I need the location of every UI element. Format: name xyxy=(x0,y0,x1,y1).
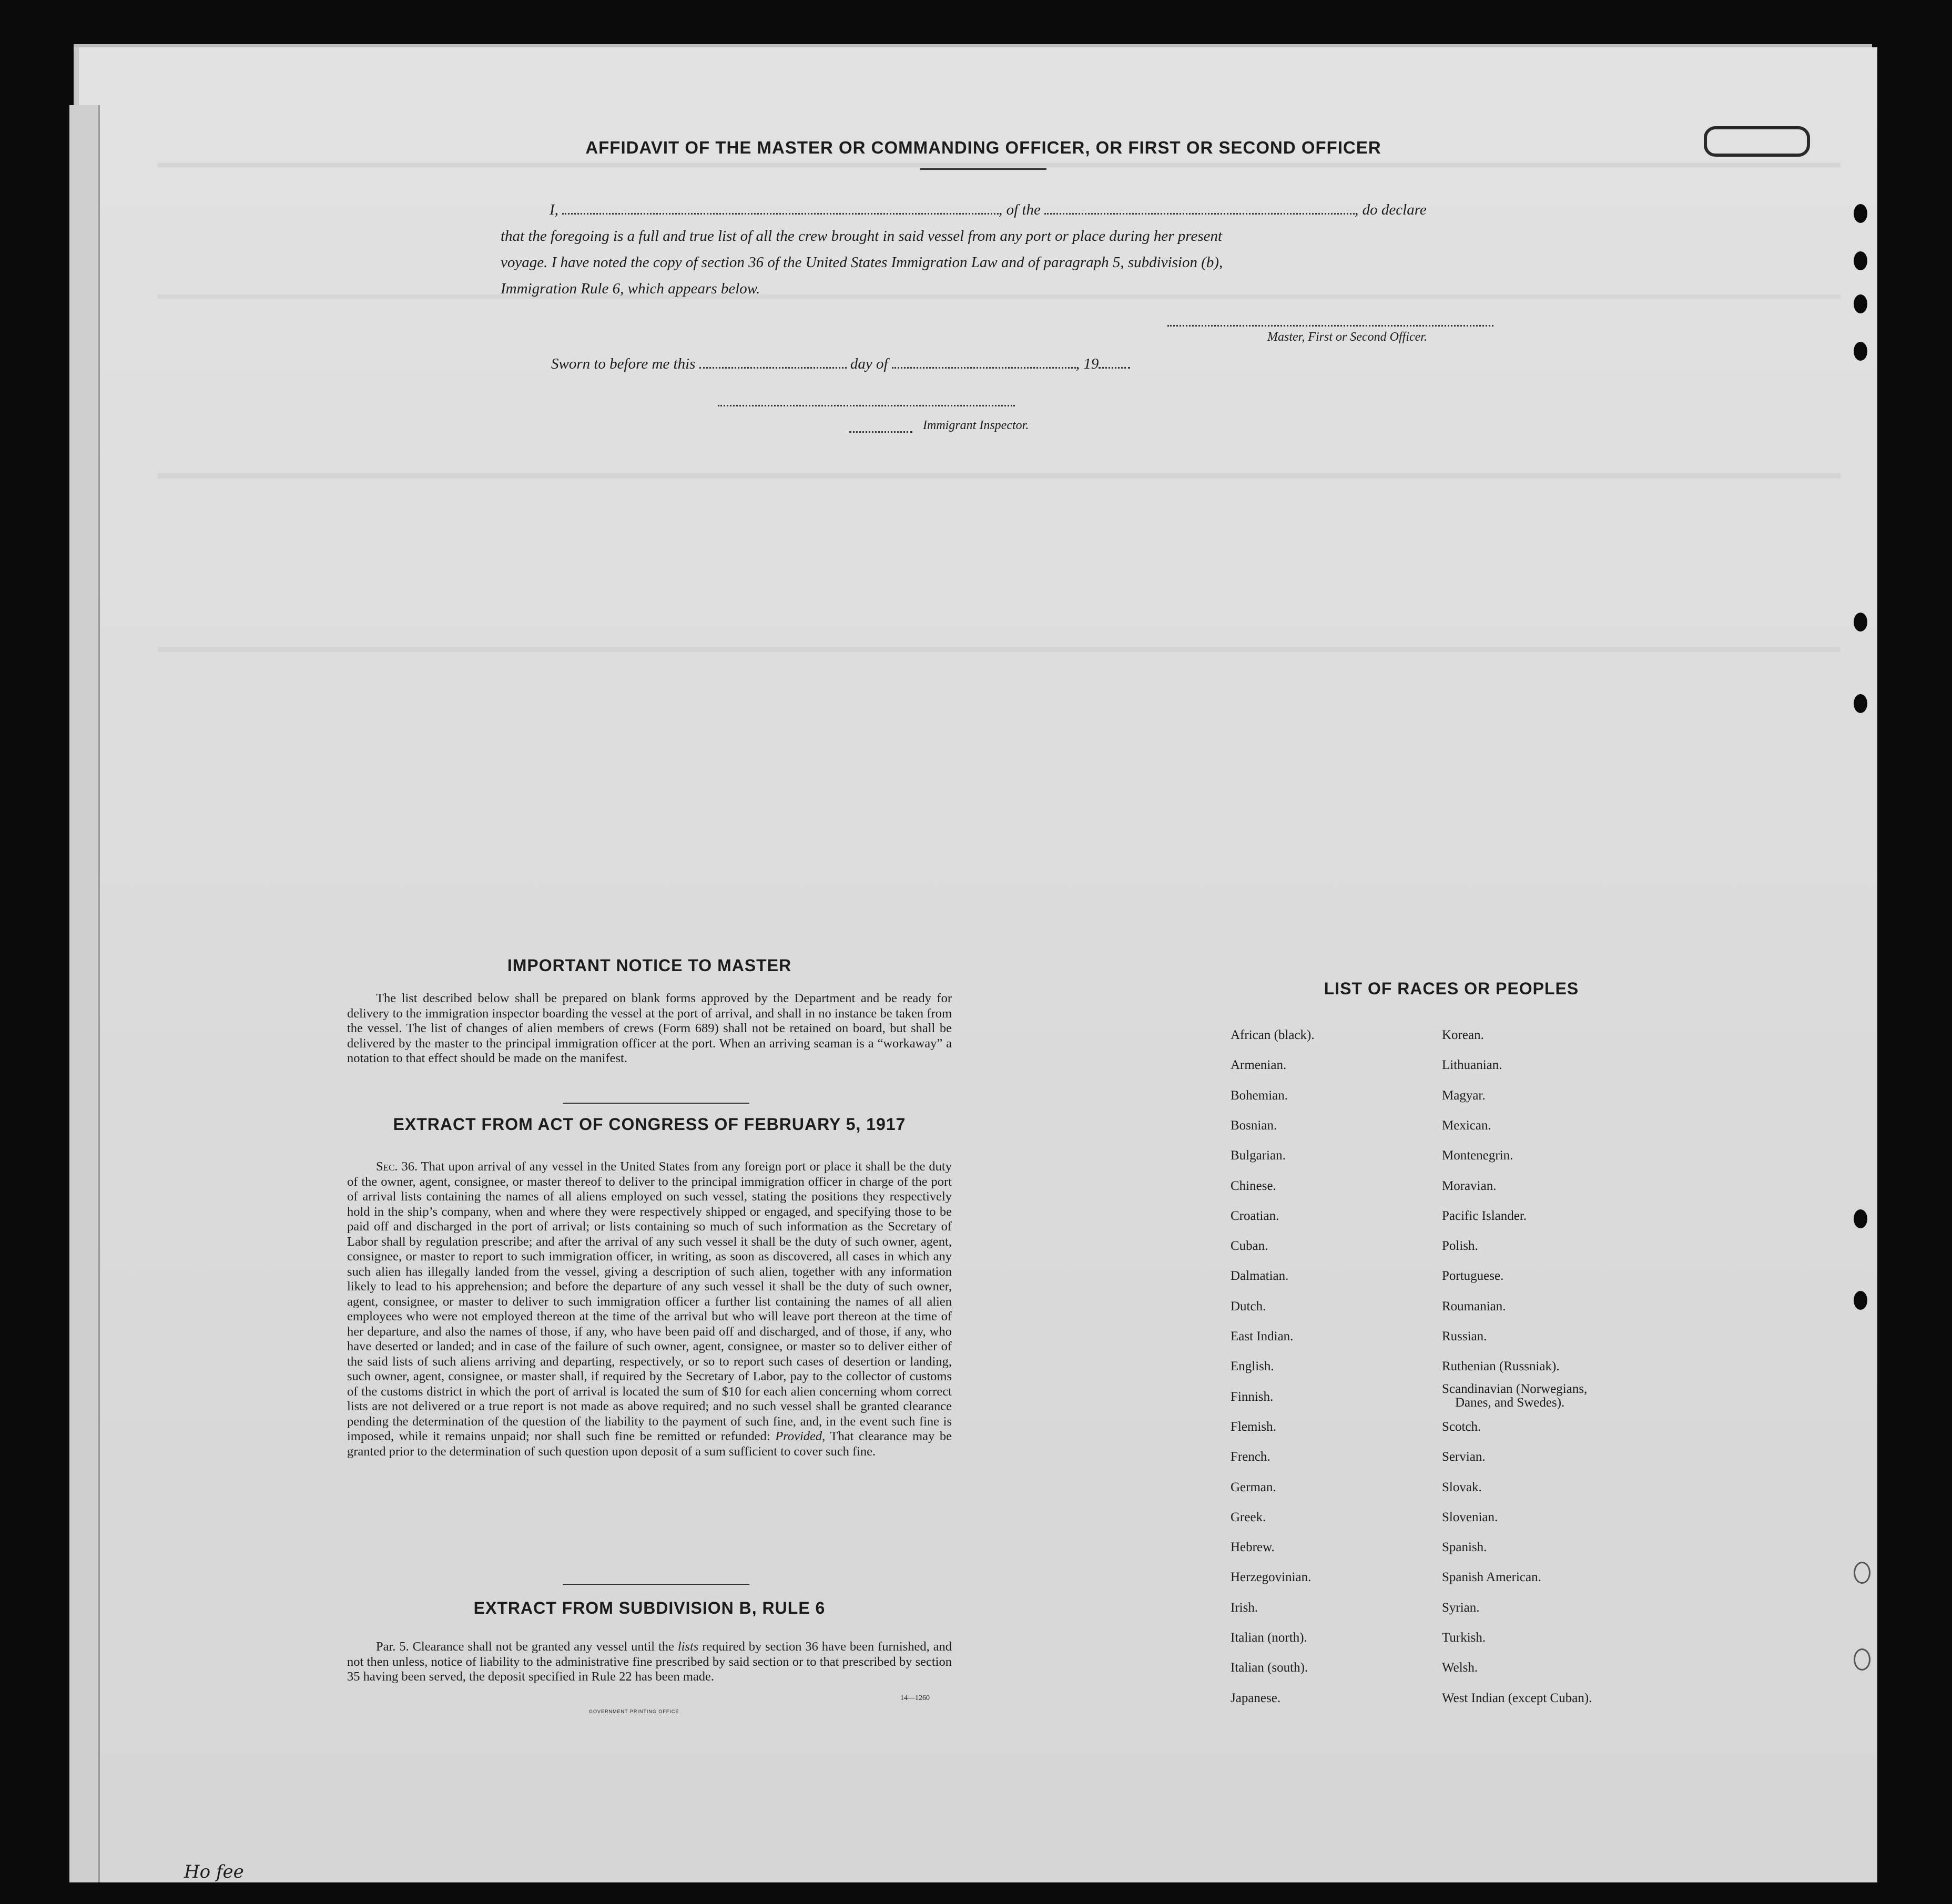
punch-hole xyxy=(1854,342,1867,361)
right-race-item: Magyar. xyxy=(1442,1088,1486,1103)
left-race-item: Cuban. xyxy=(1231,1239,1268,1254)
document-page xyxy=(74,47,1877,1882)
left-race-item: Bohemian. xyxy=(1231,1088,1288,1103)
right-race-item: Polish. xyxy=(1442,1239,1478,1254)
right-race-item: Turkish. xyxy=(1442,1631,1486,1645)
do-declare-label: , do declare xyxy=(1355,201,1427,218)
right-race-item: Spanish. xyxy=(1442,1540,1487,1555)
right-race-item: West Indian (except Cuban). xyxy=(1442,1691,1592,1705)
notice-title: IMPORTANT NOTICE TO MASTER xyxy=(507,956,792,975)
sec-36-end: That clearance may be granted prior to the determination of such question upon deposit of a sum sufficient to cover such fine. xyxy=(347,1429,952,1459)
left-race-item: Dalmatian. xyxy=(1231,1269,1289,1284)
left-race-item: African (black). xyxy=(1231,1028,1315,1042)
signature-line xyxy=(1167,325,1493,327)
punch-hole-open xyxy=(1854,1562,1870,1584)
right-race-item: Mexican. xyxy=(1442,1118,1491,1133)
left-race-item: Italian (south). xyxy=(1231,1661,1308,1675)
par-5-body-a: Clearance shall not be granted any vessel until the xyxy=(412,1640,674,1654)
right-race-item: Spanish American. xyxy=(1442,1570,1541,1585)
par-label: Par. 5. xyxy=(376,1640,409,1654)
sworn-line xyxy=(551,355,1130,373)
affidavit-line-1 xyxy=(550,201,1427,219)
left-race-item: Herzegovinian. xyxy=(1231,1570,1312,1585)
right-race-item: Scotch. xyxy=(1442,1419,1481,1434)
right-race-item: Scandinavian (Norwegians, Danes, and Swedes). xyxy=(1442,1381,1588,1410)
extract-act-text xyxy=(347,1159,952,1459)
left-race-item: Croatian. xyxy=(1231,1208,1279,1223)
extract-act-title: EXTRACT FROM ACT OF CONGRESS OF FEBRUARY 5, 1917 xyxy=(393,1115,906,1134)
name-blank xyxy=(562,213,999,215)
section-divider xyxy=(563,1103,749,1104)
punch-hole xyxy=(1854,613,1867,632)
binding-edge-strip xyxy=(69,105,100,1882)
punch-hole xyxy=(1854,694,1867,713)
i-label: I, xyxy=(550,201,558,218)
left-race-item: Bulgarian. xyxy=(1231,1148,1286,1163)
left-race-item: East Indian. xyxy=(1231,1329,1294,1343)
left-race-item: English. xyxy=(1231,1359,1274,1374)
year-blank xyxy=(1099,367,1130,369)
affidavit-title: AFFIDAVIT OF THE MASTER OR COMMANDING OFFICER, OR FIRST OR SECOND OFFICER xyxy=(585,138,1381,157)
right-race-item: Lithuanian. xyxy=(1442,1058,1502,1073)
right-race-item: Portuguese. xyxy=(1442,1269,1504,1284)
affidavit-line-2: that the foregoing is a full and true list of all the crew brought in said vessel from any port or place during her present xyxy=(501,228,1223,245)
right-race-item: Montenegrin. xyxy=(1442,1148,1513,1163)
left-race-item: Greek. xyxy=(1231,1510,1266,1524)
year-label: , 19 xyxy=(1075,355,1099,372)
par-5-body-b: required by section 36 have been furnished, and not then unless, notice of liability to the administrative fine prescribed by said section or to that prescribed by section 35 having been served, the deposit specified in Rule 22 has been made. xyxy=(347,1640,952,1684)
left-race-item: Irish. xyxy=(1231,1600,1258,1615)
left-race-item: French. xyxy=(1231,1450,1270,1464)
printer-imprint: GOVERNMENT PRINTING OFFICE xyxy=(589,1709,679,1714)
affidavit-line-3: voyage. I have noted the copy of section 36 of the United States Immigration Law and of paragraph 5, subdivision (b), xyxy=(501,254,1223,271)
lists-word: lists xyxy=(677,1640,699,1654)
section-divider xyxy=(563,1584,749,1585)
left-race-item: Hebrew. xyxy=(1231,1540,1275,1555)
sec-36-body: That upon arrival of any vessel in the United States from any foreign port or place it shall be the duty of the owner, agent, consignee, or master thereof to deliver to the principal immigration officer in charge of the port of arrival lists containing the names of all aliens employed on such vessel, stating the positions they respectively hold in the ship’s company, when and where they were respectively shipped or engaged, and specifying those to be paid off and discharged in the port of arrival; or lists containing so much of such information as the Secretary of Labor shall by regulation prescribe; and after the arrival of any such vessel it shall be the duty of such owner, agent, consignee, or master to report to such immigration officer, in writing, as soon as discovered, all cases in which any such alien has illegally landed from the vessel, giving a description of such alien, together with any information likely to lead to his apprehension; and before the departure of any such vessel it shall be the duty of such owner, agent, consignee, or master to deliver to such immigration officer a further list containing the names of all alien employees who were not employed thereon at the time of the arrival but who will leave port thereon at the time of her departure, and also the names of those, if any, who have been paid off and discharged, and of those, if any, who have deserted or landed; and in case of the failure of such owner, agent, consignee, or master so to deliver either of the said lists of such aliens arriving and departing, respectively, or so to report such cases of desertion or landing, such owner, agent, consignee, or master shall, if required by the Secretary of Labor, pay to the collector of customs of the customs district in which the port of arrival is located the sum of $10 for each alien concerning whom correct lists are not delivered or a true report is not made as above required; and no such vessel shall be granted clearance pending the determination of the question of the liability to the payment of such fine, and, in the event such fine is imposed, while it remains unpaid; nor shall such fine be remitted or refunded: xyxy=(347,1159,952,1443)
right-race-item: Russian. xyxy=(1442,1329,1487,1343)
left-race-item: Bosnian. xyxy=(1231,1118,1277,1133)
provided-word: Provided, xyxy=(775,1429,826,1443)
left-race-item: Dutch. xyxy=(1231,1299,1266,1314)
inspector-signature-line xyxy=(718,405,1015,406)
left-race-item: Italian (north). xyxy=(1231,1631,1307,1645)
month-blank xyxy=(892,367,1076,369)
right-race-item: Servian. xyxy=(1442,1450,1486,1464)
right-race-item: Welsh. xyxy=(1442,1661,1478,1675)
affidavit-line-4: Immigration Rule 6, which appears below. xyxy=(501,280,760,297)
races-title: LIST OF RACES OR PEOPLES xyxy=(1324,979,1579,998)
right-race-item: Slovenian. xyxy=(1442,1510,1498,1524)
form-number: 14—1260 xyxy=(900,1694,930,1702)
punch-hole xyxy=(1854,1209,1867,1228)
right-race-item: Roumanian. xyxy=(1442,1299,1506,1314)
paper-clip-icon xyxy=(1704,126,1810,157)
left-race-item: Japanese. xyxy=(1231,1691,1281,1705)
right-race-item: Pacific Islander. xyxy=(1442,1208,1527,1223)
vessel-blank xyxy=(1044,213,1355,215)
signer-caption: Master, First or Second Officer. xyxy=(1267,330,1427,344)
left-race-item: Flemish. xyxy=(1231,1419,1276,1434)
inspector-dots xyxy=(849,431,912,433)
extract-rule-text xyxy=(347,1640,952,1685)
left-race-item: Chinese. xyxy=(1231,1178,1276,1193)
left-race-item: Armenian. xyxy=(1231,1058,1287,1073)
sec-label: Sec. 36. xyxy=(376,1159,418,1174)
punch-hole xyxy=(1854,251,1867,270)
sworn-label: Sworn to before me this xyxy=(551,355,696,372)
left-race-item: Finnish. xyxy=(1231,1389,1274,1404)
inspector-caption: Immigrant Inspector. xyxy=(923,419,1029,432)
punch-hole xyxy=(1854,204,1867,223)
bleed-through-band xyxy=(158,473,1841,478)
punch-hole-open xyxy=(1854,1648,1870,1671)
title-underline xyxy=(920,168,1046,170)
margin-handwriting: Ho fee xyxy=(184,1861,244,1882)
of-the-label: , of the xyxy=(999,201,1041,218)
bleed-through-band xyxy=(158,647,1841,652)
right-race-item: Korean. xyxy=(1442,1028,1484,1042)
day-blank xyxy=(699,367,847,369)
right-race-item: Moravian. xyxy=(1442,1178,1497,1193)
punch-hole xyxy=(1854,294,1867,313)
day-of-label: day of xyxy=(850,355,888,372)
bleed-through-band xyxy=(158,294,1841,299)
punch-hole xyxy=(1854,1291,1867,1310)
bleed-through-band xyxy=(158,163,1841,167)
right-race-item: Ruthenian (Russniak). xyxy=(1442,1359,1560,1374)
right-race-item: Slovak. xyxy=(1442,1480,1482,1494)
notice-text: The list described below shall be prepared on blank forms approved by the Department and be ready for delivery to the immigration inspector boarding the vessel at the port of arrival, and shall in no instance be taken from the vessel. The list of changes of alien members of crews (Form 689) shall not be retained on board, but shall be delivered by the master to the principal immigration officer at the port. When an arriving seaman is a “workaway” a notation to that effect should be made on the manifest. xyxy=(347,991,952,1065)
left-race-item: German. xyxy=(1231,1480,1276,1494)
right-race-item: Syrian. xyxy=(1442,1600,1480,1615)
extract-rule-title: EXTRACT FROM SUBDIVISION B, RULE 6 xyxy=(473,1598,826,1617)
